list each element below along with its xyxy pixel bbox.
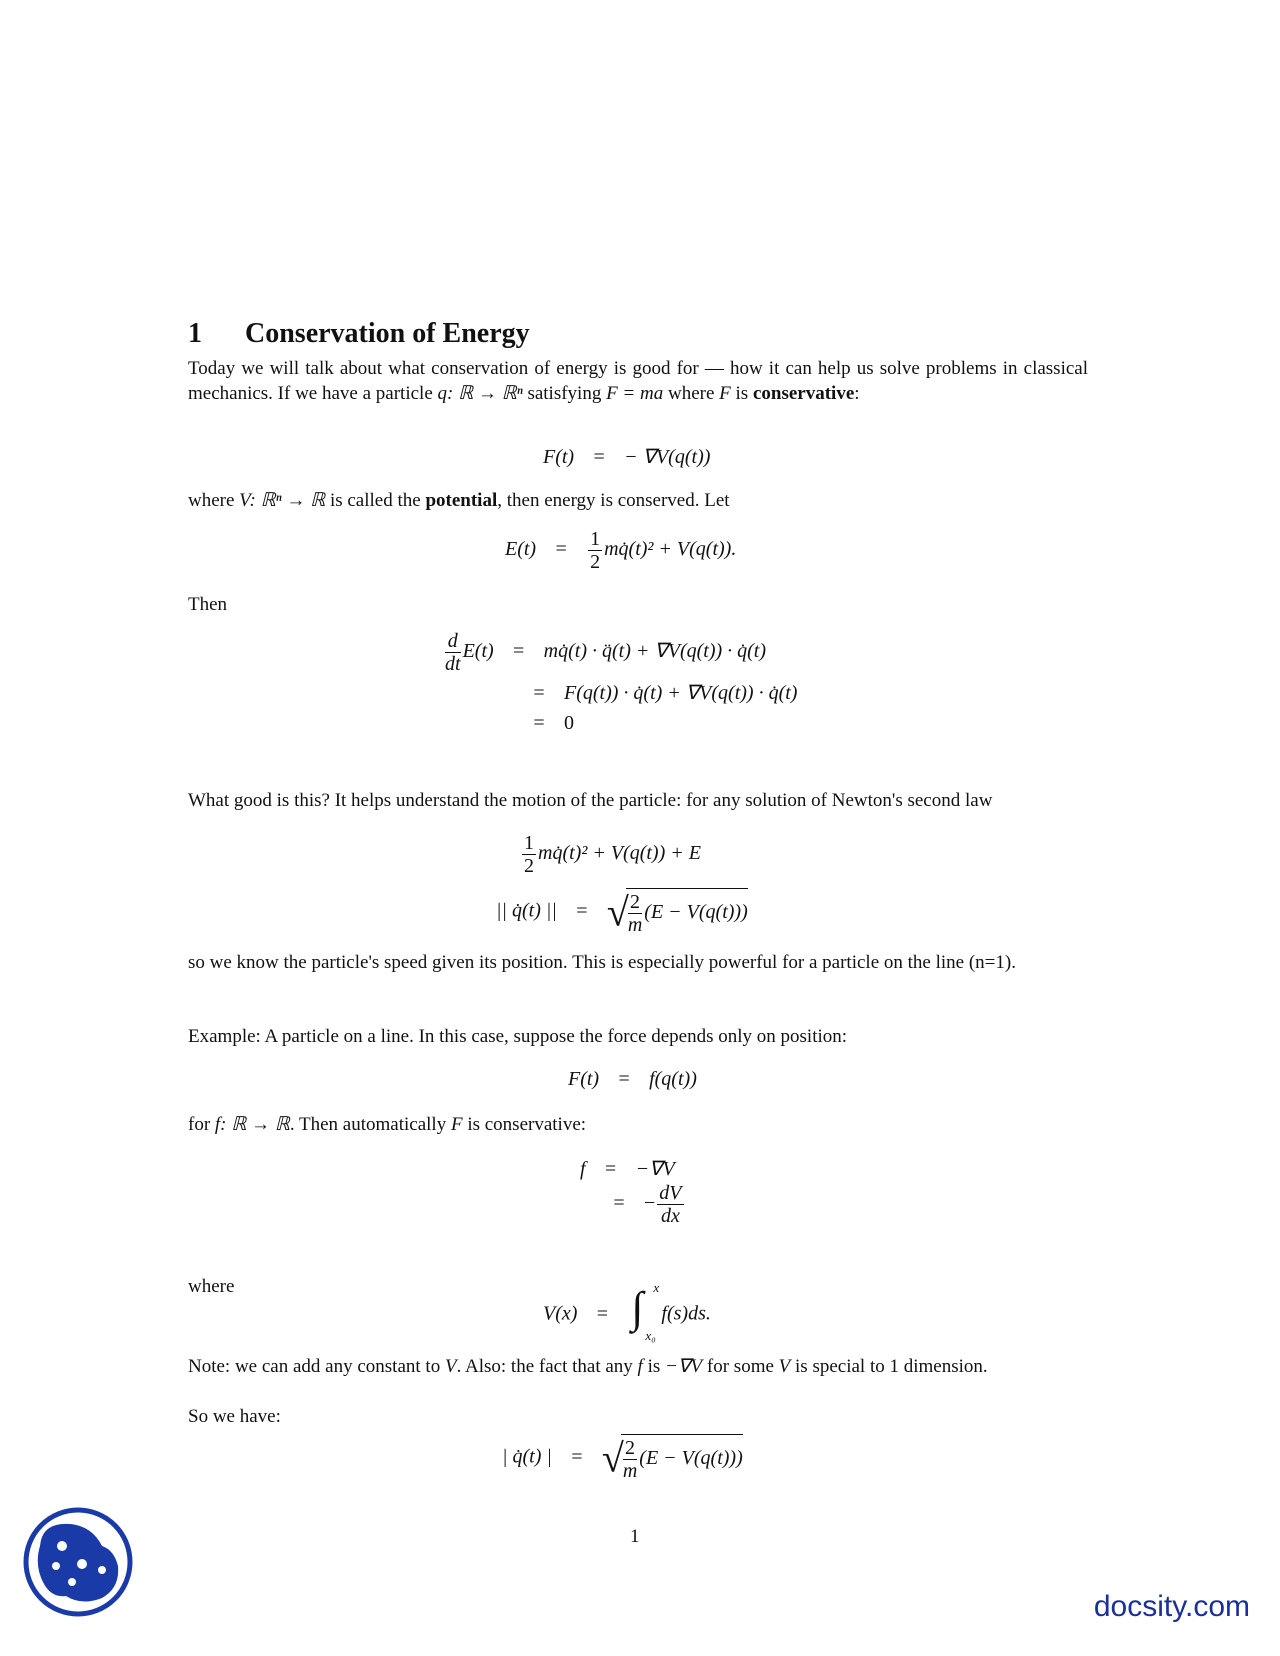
paragraph-so-we-have <box>188 1404 1088 1429</box>
text: where <box>188 1276 235 1297</box>
eq-sign: = <box>604 1158 617 1180</box>
paragraph-potential <box>188 488 1088 513</box>
text: : <box>854 383 860 404</box>
text: Example: A particle on a line. In this case, suppose the force depends only on position: <box>188 1026 848 1047</box>
equation-force-position <box>568 1068 697 1091</box>
text: is conservative: <box>462 1114 587 1135</box>
text: Today we will talk about what conservation of energy is good for — how it can help us solve problems in classical mechanics. If we have a particle <box>188 358 1088 404</box>
bold-term: potential <box>425 490 498 511</box>
square-root: √ $\frac{2}{m}$ (E − V(q(t))) <box>606 889 748 936</box>
eq-lhs: F(t) <box>543 446 575 468</box>
eq-rhs-line1: mq̇(t) · q̈(t) + ∇V(q(t)) · q̇(t) <box>543 640 767 663</box>
equation-gradient <box>580 1156 675 1181</box>
text: Note: we can add any constant to <box>188 1356 445 1377</box>
math: f: ℝ → ℝ <box>214 1114 290 1135</box>
equation-speed-abs <box>502 1434 743 1482</box>
eq-sign: = <box>533 682 545 704</box>
math: q: ℝ → ℝⁿ <box>437 383 523 404</box>
equation-derivative-line3 <box>514 712 574 735</box>
equation-force <box>543 444 710 469</box>
text: . Then automatically <box>289 1114 451 1135</box>
eq-lhs: || q̇(t) || <box>496 899 557 922</box>
math: F = ma <box>606 383 664 404</box>
text: where <box>188 490 240 511</box>
text: What good is this? It helps understand the motion of the particle: for any solution of Newton's second law <box>188 790 993 811</box>
eq-rhs-line2: F(q(t)) · q̇(t) + ∇V(q(t)) · q̇(t) <box>564 682 798 704</box>
eq-rhs-line1: −∇V <box>635 1158 675 1180</box>
denominator: dt <box>445 653 461 675</box>
eq-rhs: mq̇(t)² + V(q(t)) + E <box>538 842 701 865</box>
text: so we know the particle's speed given its position. This is especially powerful for a particle on the line (n=1). <box>188 952 1016 973</box>
eq-lhs: E(t) <box>505 538 537 561</box>
eq-lhs: f <box>580 1158 586 1180</box>
eq-rhs: (E − V(q(t))) <box>644 901 748 924</box>
integral-lower: x₀ <box>645 1328 656 1343</box>
fraction <box>623 1437 637 1482</box>
text: is <box>730 383 753 404</box>
paragraph-automatically <box>188 1112 1088 1137</box>
equation-derivative <box>443 630 766 675</box>
paragraph-speed <box>188 950 1088 975</box>
equation-newton <box>520 832 701 877</box>
eq-sign: = <box>576 899 588 922</box>
numerator: 2 <box>628 891 642 914</box>
paragraph-example <box>188 1024 1088 1049</box>
text: for some <box>702 1356 779 1377</box>
paragraph-note <box>188 1354 1088 1379</box>
equation-speed-norm <box>496 888 748 936</box>
denominator: m <box>622 1460 638 1482</box>
text: is special to 1 dimension. <box>790 1356 988 1377</box>
eq-rhs: mq̇(t)² + V(q(t)). <box>604 538 737 561</box>
integral-sign: ∫ x x₀ <box>631 1280 660 1343</box>
eq-rhs: (E − V(q(t))) <box>639 1447 743 1470</box>
fraction <box>657 1182 683 1227</box>
fraction <box>445 630 461 675</box>
eq-sign: = <box>533 712 545 734</box>
eq-rhs: f(q(t)) <box>649 1068 697 1090</box>
paragraph-what-good <box>188 788 1088 813</box>
page-number: 1 <box>630 1526 640 1547</box>
text: for <box>188 1114 215 1135</box>
minus-sign: − <box>644 1192 656 1215</box>
eq-rhs: − ∇V(q(t)) <box>624 446 711 468</box>
integral-upper: x <box>653 1280 660 1295</box>
fraction <box>588 528 602 573</box>
text: is called the <box>325 490 426 511</box>
eq-sign: = <box>593 446 605 468</box>
math: f <box>637 1356 643 1377</box>
section-heading <box>188 318 530 350</box>
math: V: ℝⁿ → ℝ <box>239 490 326 511</box>
text: So we have: <box>188 1406 281 1427</box>
numerator: 2 <box>623 1437 637 1460</box>
denominator: 2 <box>524 855 534 877</box>
math: −∇V <box>665 1356 703 1377</box>
eq-lhs: E(t) <box>462 640 494 663</box>
numerator: 1 <box>590 528 601 550</box>
eq-sign: = <box>555 538 567 561</box>
text: where <box>663 383 720 404</box>
equation-energy <box>505 528 736 573</box>
section-title: Conservation of Energy <box>245 318 530 349</box>
eq-sign: = <box>596 1302 609 1325</box>
eq-lhs: F(t) <box>568 1068 600 1090</box>
eq-sign: = <box>618 1068 630 1090</box>
text: , then energy is conserved. Let <box>497 490 730 511</box>
math: V <box>778 1356 791 1377</box>
eq-sign: = <box>571 1445 583 1468</box>
math: V <box>444 1356 457 1377</box>
text: is <box>642 1356 666 1377</box>
fraction <box>522 832 536 877</box>
denominator: 2 <box>590 551 601 573</box>
bold-term: conservative <box>752 383 855 404</box>
denominator: m <box>627 914 643 936</box>
eq-rhs: f(s)ds. <box>661 1302 711 1325</box>
eq-lhs: | q̇(t) | <box>502 1445 552 1468</box>
eq-rhs-line3: 0 <box>564 712 574 734</box>
paragraph-then <box>188 592 1088 617</box>
square-root: √ $\frac{2}{m}$ (E − V(q(t))) <box>601 1435 743 1482</box>
equation-gradient-line2 <box>594 1182 686 1227</box>
numerator: d <box>445 630 461 653</box>
docsity-brand-link[interactable]: docsity.com <box>1093 1590 1250 1623</box>
numerator: 1 <box>524 832 534 854</box>
equation-derivative-line2 <box>514 680 797 705</box>
numerator: dV <box>659 1182 682 1204</box>
docsity-logo-icon[interactable] <box>22 1506 134 1618</box>
paragraph-intro <box>188 356 1088 406</box>
math: F <box>719 383 731 404</box>
math: F <box>450 1114 463 1135</box>
section-number: 1 <box>188 318 202 349</box>
eq-sign: = <box>613 1192 625 1215</box>
eq-lhs: V(x) <box>543 1302 578 1325</box>
text: Then <box>188 594 228 615</box>
denominator: dx <box>660 1205 680 1227</box>
equation-integral <box>543 1280 711 1343</box>
text: satisfying <box>522 383 607 404</box>
text: . Also: the fact that any <box>456 1356 638 1377</box>
fraction <box>628 891 642 936</box>
eq-sign: = <box>513 640 525 663</box>
